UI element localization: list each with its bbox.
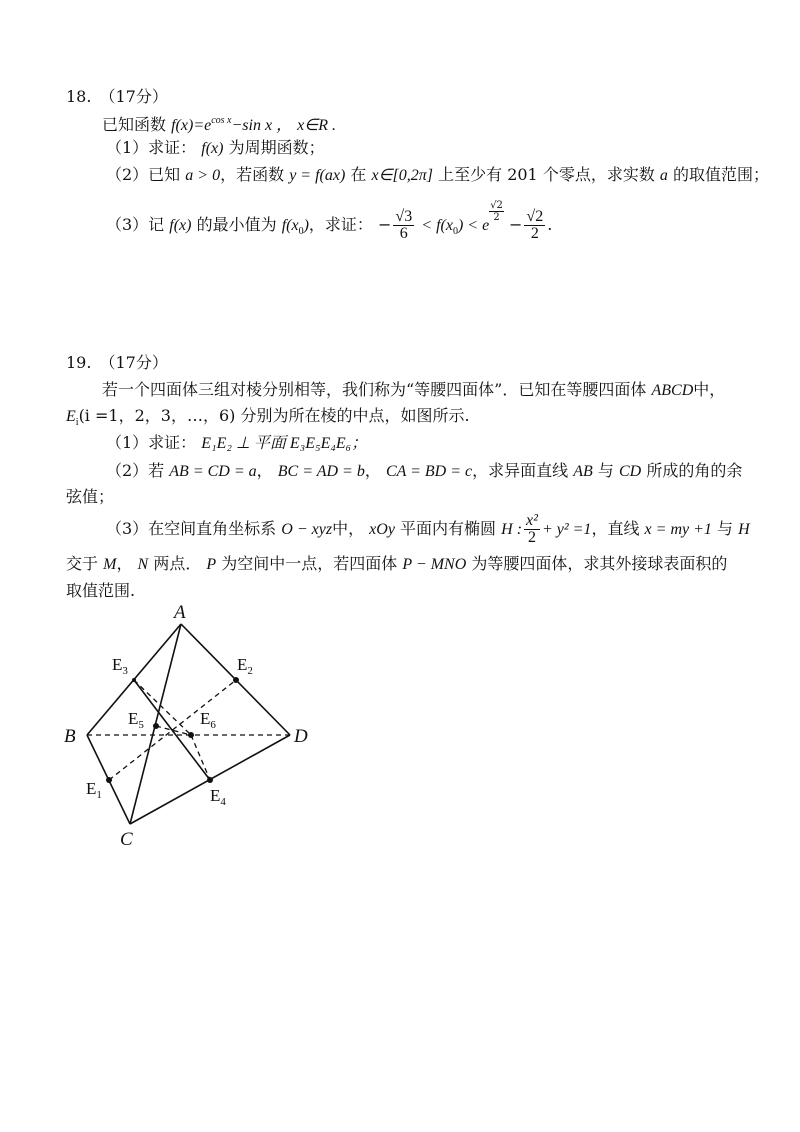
q19-p3-line: x = my +1 [644,521,712,538]
q18-p3-text-b: ，求证： [308,215,373,234]
q18-p2-cond: a > 0 [185,167,221,184]
q18-p1-text: 为周期函数； [228,138,325,157]
q19-p3-m: M [103,556,117,573]
q19-part1 [106,432,367,455]
q18-part1 [106,137,325,160]
q19-p2-text3: 所成的角的余 [646,461,743,480]
q18-p1-label: （1）求证： [106,138,197,157]
q19-p3-pmno: P − MNO [402,556,467,573]
q18-func-def: f(x)=e [171,117,212,134]
q18-p3-neg: − [378,215,392,234]
q18-func-tail: −sin x ， [231,117,293,134]
q19-part2-line2 [66,486,114,508]
q18-p2-var: a [659,167,668,184]
q18-score: （17分） [99,87,168,106]
point-e4 [207,777,213,783]
q18-p3-func: f(x) [169,217,192,234]
label-e5: $E_5$ [128,709,144,731]
q19-p3-frac [524,513,540,546]
q18-domain: x∈R . [297,117,336,134]
q19-part3-line2 [66,553,727,576]
q19-p3-text-a: 中， [332,519,365,538]
q19-p2-text: ，求异面直线 [472,461,569,480]
q18-p3-frac1 [393,209,414,242]
q19-p2-cd: CD [619,463,642,480]
label-a: A [174,602,186,623]
q19-intro-line1 [102,379,725,402]
q18-p3-frac1-num: √3 [395,208,413,225]
q18-p2-text-b: 在 [350,165,367,184]
q18-p2-text-c: 上至少有 201 个零点，求实数 [438,165,655,184]
q18-p3-lt1-sub: 0 [452,226,458,237]
q18-p3-lt1: < f(x [421,217,453,234]
q18-p2-func: y = f(ax) [289,167,346,184]
q18-p3-exp-frac [489,200,504,223]
q18-p2-text-a: ，若函数 [220,165,285,184]
label-d: D [294,726,308,747]
q18-p3-exp-den: 2 [493,212,500,223]
q19-p2-line2: 弦值； [66,487,115,506]
q19-p3-label: （3）在空间直角坐标系 [106,519,277,538]
q19-p3-line2-a: 交于 [66,554,99,573]
q19-ei: E [66,408,76,425]
point-e1 [106,777,112,783]
q19-p3-text-d: 与 [717,519,734,538]
q19-intro-abcd: ABCD [651,382,694,399]
q18-intro [102,110,336,137]
q19-p2-label: （2）若 [106,461,165,480]
q18-p3-min: f(x [281,217,299,234]
q18-intro-text: 已知函数 [102,115,167,134]
point-e6 [188,732,194,738]
q18-p3-frac1-den: 6 [399,225,408,242]
q19-p3-text-c: ，直线 [591,519,640,538]
q18-p3-lt1-tail: ) < e [457,217,490,234]
q18-p3-frac2 [524,209,545,242]
q19-p3-line2-e: 为等腰四面体，求其外接球表面积的 [471,554,728,573]
q18-p3-label: （3）记 [106,215,165,234]
q19-p3-plane: xOy [369,521,395,538]
q19-score: （17分） [99,353,168,372]
q19-p2-sep2: ， [364,461,381,480]
q18-p2-interval: x∈[0,2π] [371,167,434,184]
q19-part2 [106,460,742,483]
q18-p3-frac2-den: 2 [530,225,539,242]
q19-p3-n: N [137,556,149,573]
label-e4: $E_4$ [210,786,226,808]
q18-p3-minus: − [509,215,523,234]
q18-header [66,86,168,108]
q19-p3-line2-b: ， [116,554,133,573]
tetrahedron-figure [50,598,340,858]
label-e2: $E_2$ [237,655,253,677]
q19-p2-ab: AB [573,463,593,480]
q18-part3: （3）记 f(x) 的最小值为 $f(x_0)$，求证： − $\frac{√3}{6}$ < $f(x_0) < e$ $\frac{√2}{2}$ − $\frac{√2}{2}$ . [106,200,553,242]
q18-part2 [106,164,769,187]
q18-p2-text-d: 的取值范围； [673,165,770,184]
q19-p3-line2-c: 两点． [153,554,202,573]
q19-p3-h: H : [501,521,523,538]
label-c: C [120,829,133,850]
q19-ei-sub: i [75,417,79,428]
q19-p3-line2-d: 为空间中一点，若四面体 [221,554,398,573]
point-e3 [132,678,136,682]
q19-p2-text2: 与 [597,461,614,480]
q18-p3-end: . [547,215,553,234]
q18-p3-text-a: 的最小值为 [196,215,277,234]
q19-p3-frac-den: 2 [527,529,536,546]
q18-p1-func: f(x) [201,140,224,157]
q19-p1-expr: E₁E₂ ⊥ 平面 E₃E₅E₄E₆； [201,435,368,452]
q19-p3-ellipse-tail: + y² =1 [541,521,592,538]
label-e6: $E_6$ [200,709,216,731]
q19-p3-h2: H [738,521,750,538]
q19-p2-sep1: ， [256,461,273,480]
q19-p3-coord: O − xyz [281,521,333,538]
q19-p3-line3: 取值范围. [66,581,136,600]
q18-p3-min-sub: 0 [298,226,304,237]
q18-p3-exp-num: √2 [490,200,503,211]
q19-p1-label: （1）求证： [106,433,197,452]
q19-p3-frac-num: x² [526,512,538,529]
label-e3: $E_3$ [112,655,128,677]
label-b: B [64,726,76,747]
q18-p3-frac2-num: √2 [526,208,544,225]
q19-intro-line2 [66,405,470,434]
q19-p2-expr3: CA = BD = c [385,463,473,480]
point-e5 [153,723,159,729]
q18-exp: cos x [211,115,232,126]
q19-p3-p: P [206,556,217,573]
q19-part3 [106,510,750,549]
q19-number: 19. [66,353,92,372]
label-e1: $E_1$ [86,779,102,801]
q19-intro-rest: (i =1，2，3，…，6) 分别为所在棱的中点，如图所示. [78,406,470,425]
q19-intro-tail: 中， [693,380,726,399]
q19-header [66,352,168,374]
q18-number: 18. [66,87,92,106]
q18-p2-label: （2）已知 [106,165,181,184]
q19-p2-expr2: BC = AD = b [277,463,365,480]
q19-p3-text-b: 平面内有椭圆 [400,519,497,538]
q19-intro-text: 若一个四面体三组对棱分别相等，我们称为“等腰四面体”．已知在等腰四面体 [102,380,647,399]
point-e2 [233,677,239,683]
q19-p2-expr1: AB = CD = a [169,463,257,480]
